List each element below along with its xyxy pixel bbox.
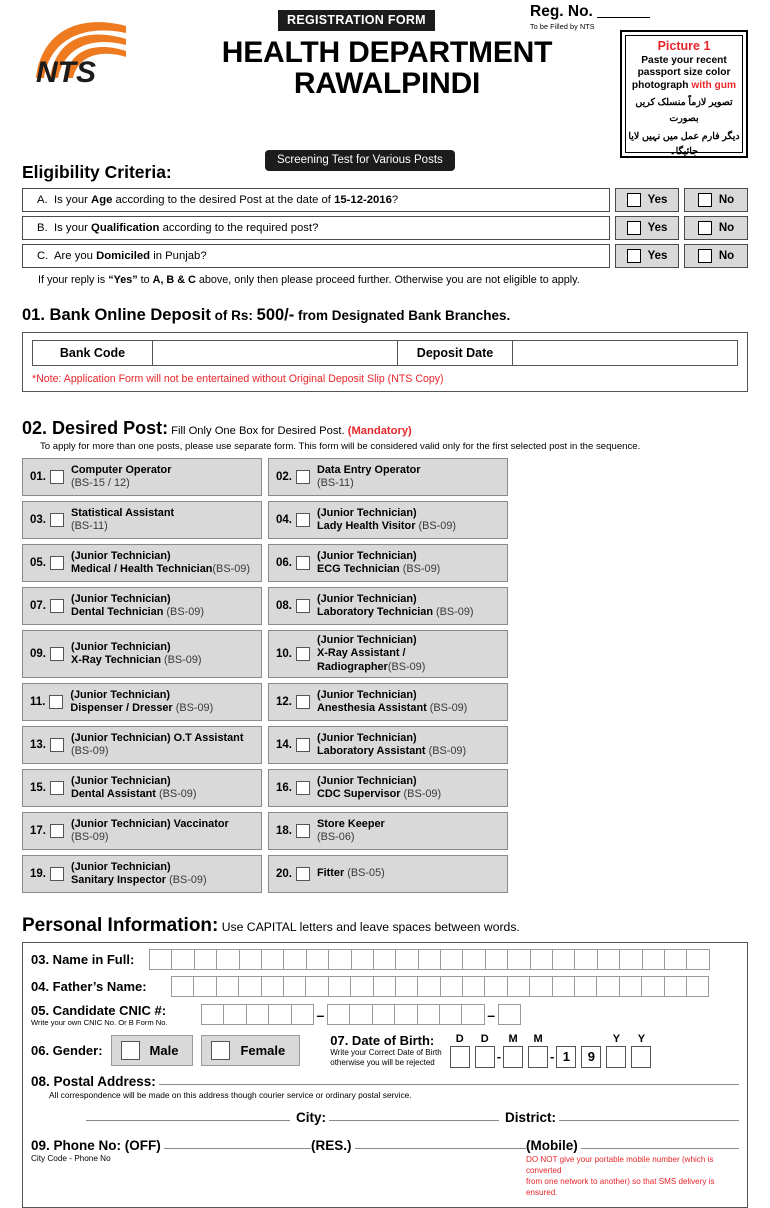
gender-male-label: Male xyxy=(149,1042,179,1058)
post-checkbox[interactable] xyxy=(50,556,64,570)
post-number: 19. xyxy=(30,867,46,880)
char-cell[interactable] xyxy=(327,1004,350,1025)
city-label: City: xyxy=(295,1109,326,1125)
personal-information-box xyxy=(22,942,748,1208)
dob-cell[interactable]: 1 xyxy=(556,1046,576,1068)
eligibility-no-option[interactable]: No xyxy=(684,188,748,212)
post-option[interactable] xyxy=(22,812,262,850)
eligibility-yes-option[interactable]: Yes xyxy=(615,216,679,240)
dob-cell-unit[interactable] xyxy=(475,1033,495,1068)
post-checkbox[interactable] xyxy=(50,738,64,752)
bank-code-label: Bank Code xyxy=(33,341,153,366)
char-cell[interactable] xyxy=(485,949,508,970)
char-cell[interactable] xyxy=(641,976,664,997)
dob-sub-2: otherwise you will be rejected xyxy=(330,1057,435,1067)
char-cell[interactable] xyxy=(351,949,374,970)
post-checkbox[interactable] xyxy=(296,695,310,709)
post-label: (Junior Technician) Dispenser / Dresser (BS-09) xyxy=(70,688,214,714)
deposit-date-input[interactable] xyxy=(513,341,738,366)
post-label: (Junior Technician) Laboratory Technician (BS-09) xyxy=(317,592,474,618)
bank-code-input[interactable] xyxy=(153,341,398,366)
char-cell[interactable] xyxy=(283,949,306,970)
yes-checkbox[interactable] xyxy=(627,193,641,207)
char-cell[interactable] xyxy=(597,949,620,970)
post-option[interactable] xyxy=(268,544,508,582)
cnic-dash: – xyxy=(316,1006,325,1023)
dob-cell-unit[interactable] xyxy=(606,1033,626,1068)
char-cell[interactable] xyxy=(417,976,440,997)
dob-sub-1: Write your Correct Date of Birth xyxy=(330,1047,442,1057)
post-option[interactable] xyxy=(22,501,262,539)
post-option[interactable] xyxy=(22,726,262,764)
postal-address-input[interactable] xyxy=(159,1084,739,1085)
eligibility-title: Eligibility Criteria: xyxy=(22,162,172,182)
post-checkbox[interactable] xyxy=(296,738,310,752)
dob-hint: Y xyxy=(637,1032,646,1045)
desired-post-grid xyxy=(22,458,748,893)
dob-cell[interactable] xyxy=(475,1046,495,1068)
char-cell[interactable] xyxy=(171,976,194,997)
post-label: (Junior Technician) CDC Supervisor (BS-09) xyxy=(317,774,442,800)
yes-checkbox[interactable] xyxy=(627,249,641,263)
postal-address-sub: All correspondence will be made on this address though courier service or ordinary postal service. xyxy=(49,1089,412,1100)
post-label: (Junior Technician) X-Ray Assistant / Radiographer(BS-09) xyxy=(317,634,426,673)
char-cell[interactable] xyxy=(507,976,530,997)
post-option[interactable] xyxy=(22,855,262,893)
post-option[interactable] xyxy=(268,458,508,496)
district-input[interactable] xyxy=(559,1120,739,1121)
char-cell[interactable] xyxy=(529,976,552,997)
bank-deposit-table xyxy=(32,340,738,366)
dob-cell-unit[interactable] xyxy=(556,1033,576,1068)
post-label: Data Entry Operator (BS-11) xyxy=(317,463,421,489)
post-label: Fitter (BS-05) xyxy=(317,867,385,880)
post-number: 09. xyxy=(30,647,46,660)
svg-text:NTS: NTS xyxy=(36,56,96,86)
bank-note: *Note: Application Form will not be entertained without Original Deposit Slip (NTS Copy) xyxy=(32,373,444,385)
dob-dash: - xyxy=(496,1048,502,1064)
post-number: 03. xyxy=(30,514,46,526)
char-cell[interactable] xyxy=(440,949,463,970)
post-label: (Junior Technician) ECG Technician (BS-09) xyxy=(317,549,441,575)
eligibility-rows xyxy=(22,188,748,268)
post-checkbox[interactable] xyxy=(50,647,64,661)
char-cell[interactable] xyxy=(328,976,351,997)
dob-cell[interactable] xyxy=(528,1046,548,1068)
dob-hint: D xyxy=(480,1032,489,1045)
father-name-label: 04. Father’s Name: xyxy=(31,978,147,994)
post-label: (Junior Technician) Medical / Health Technician(BS-09) xyxy=(71,549,250,575)
post-checkbox[interactable] xyxy=(50,470,64,484)
post-checkbox[interactable] xyxy=(49,695,63,709)
char-cell[interactable] xyxy=(395,976,418,997)
dob-hint: M xyxy=(533,1032,543,1045)
city-input[interactable] xyxy=(329,1120,499,1121)
dob-group xyxy=(330,1033,651,1068)
char-cell[interactable] xyxy=(283,976,306,997)
post-label: Statistical Assistant (BS-11) xyxy=(71,506,175,532)
post-checkbox[interactable] xyxy=(296,867,310,881)
char-cell[interactable] xyxy=(194,949,217,970)
char-cell[interactable] xyxy=(686,976,709,997)
char-cell[interactable] xyxy=(664,976,687,997)
eligibility-question: C. Are you Domiciled in Punjab? xyxy=(22,244,610,268)
table-row xyxy=(33,341,738,366)
post-number: 15. xyxy=(30,781,46,794)
char-cell[interactable] xyxy=(268,1004,291,1025)
cnic-sub-label: Write your own CNIC No. Or B Form No. xyxy=(31,1017,168,1027)
desired-post-heading: 02. Desired Post: Fill Only One Box for Desired Post. (Mandatory) xyxy=(22,418,412,438)
title-line-2: RAWALPINDI xyxy=(293,66,481,100)
gender-label: 06. Gender: xyxy=(31,1042,103,1058)
name-row xyxy=(31,949,739,970)
post-number: 05. xyxy=(30,557,46,569)
dob-hint xyxy=(556,1033,576,1046)
char-cell[interactable] xyxy=(216,976,239,997)
char-cell[interactable] xyxy=(246,1004,269,1025)
post-checkbox[interactable] xyxy=(50,867,64,881)
post-option[interactable] xyxy=(22,630,262,678)
char-cell[interactable] xyxy=(498,1004,521,1025)
post-option[interactable] xyxy=(22,683,262,721)
dob-cell-unit[interactable] xyxy=(631,1033,651,1068)
post-label: (Junior Technician) Dental Technician (BS-09) xyxy=(71,592,204,618)
char-cell[interactable] xyxy=(171,949,194,970)
post-option[interactable] xyxy=(268,726,508,764)
post-number: 01. xyxy=(30,471,46,483)
form-header xyxy=(22,0,748,166)
eligibility-no-option[interactable]: No xyxy=(684,244,748,268)
char-cell[interactable] xyxy=(373,976,396,997)
bank-deposit-heading: 01. Bank Online Deposit of Rs: 500/- from Designated Bank Branches. xyxy=(22,306,511,324)
picture-line-1: Paste your recent xyxy=(641,55,727,66)
post-number: 14. xyxy=(276,738,292,751)
char-cell[interactable] xyxy=(239,949,262,970)
char-cell[interactable] xyxy=(461,1004,484,1025)
postal-address-label: 08. Postal Address: xyxy=(31,1073,156,1089)
char-cell[interactable] xyxy=(686,949,709,970)
post-label: (Junior Technician) O.T Assistant (BS-09) xyxy=(71,731,244,757)
char-cell[interactable] xyxy=(552,949,575,970)
gender-female-option[interactable] xyxy=(201,1035,300,1066)
eligibility-yes-option[interactable]: Yes xyxy=(615,244,679,268)
cnic-label: 05. Candidate CNIC #: xyxy=(31,1002,167,1018)
char-cell[interactable] xyxy=(619,976,642,997)
post-checkbox[interactable] xyxy=(296,824,310,838)
picture-line-2: passport size color xyxy=(637,67,731,79)
phone-res-label: (RES.) xyxy=(311,1137,352,1153)
char-cell[interactable] xyxy=(306,949,329,970)
post-number: 06. xyxy=(276,557,292,569)
char-cell[interactable] xyxy=(216,949,239,970)
gender-male-checkbox[interactable] xyxy=(121,1041,140,1060)
eligibility-yes-option[interactable]: Yes xyxy=(615,188,679,212)
eligibility-question: B. Is your Qualification according to the required post? xyxy=(22,216,610,240)
char-cell[interactable] xyxy=(373,949,396,970)
post-label: (Junior Technician) Vaccinator (BS-09) xyxy=(71,817,229,843)
photo-paste-box[interactable] xyxy=(620,30,748,158)
char-cell[interactable] xyxy=(574,976,597,997)
reg-no-sub: To be Filled by NTS xyxy=(530,22,595,31)
name-label: 03. Name in Full: xyxy=(31,951,135,967)
post-number: 02. xyxy=(276,471,292,483)
reg-no-rule xyxy=(597,17,650,18)
post-checkbox[interactable] xyxy=(296,647,310,661)
post-checkbox[interactable] xyxy=(50,781,64,795)
post-checkbox[interactable] xyxy=(296,781,310,795)
char-cell[interactable] xyxy=(349,1004,372,1025)
char-cell[interactable] xyxy=(149,949,172,970)
post-label: (Junior Technician) Lady Health Visitor (BS-09) xyxy=(317,506,457,532)
post-number: 18. xyxy=(276,824,292,837)
phone-row xyxy=(31,1138,739,1199)
reg-no-label: Reg. No. xyxy=(530,3,593,20)
dob-cell[interactable]: 9 xyxy=(581,1046,601,1068)
post-option[interactable] xyxy=(268,683,508,721)
char-cell[interactable] xyxy=(484,976,507,997)
char-cell[interactable] xyxy=(439,1004,462,1025)
gender-female-checkbox[interactable] xyxy=(211,1041,230,1060)
char-cell[interactable] xyxy=(261,949,284,970)
char-cell[interactable] xyxy=(394,1004,417,1025)
char-cell[interactable] xyxy=(261,976,284,997)
cnic-row xyxy=(31,1003,739,1027)
yes-checkbox[interactable] xyxy=(627,221,641,235)
dob-dash: - xyxy=(550,1048,555,1064)
picture-urdu-1: تصویر لازماً منسلک کریں بصورت xyxy=(635,97,733,124)
dob-hint: M xyxy=(508,1032,518,1045)
dob-cell-unit[interactable] xyxy=(450,1033,470,1068)
char-cell[interactable] xyxy=(418,949,441,970)
screening-test-badge: Screening Test for Various Posts xyxy=(265,150,455,171)
char-cell[interactable] xyxy=(507,949,530,970)
char-cell[interactable] xyxy=(372,1004,395,1025)
post-option[interactable] xyxy=(22,769,262,807)
post-option[interactable] xyxy=(22,587,262,625)
cnic-input-cells[interactable] xyxy=(201,1004,521,1025)
post-checkbox[interactable] xyxy=(296,599,310,613)
post-number: 12. xyxy=(276,695,292,708)
postal-address-row xyxy=(31,1074,739,1089)
post-option[interactable] xyxy=(268,587,508,625)
dob-cell[interactable] xyxy=(450,1046,470,1068)
dob-cell-unit[interactable] xyxy=(581,1033,601,1068)
no-checkbox[interactable] xyxy=(698,221,712,235)
dob-label: 07. Date of Birth: xyxy=(330,1032,435,1048)
post-label: Computer Operator (BS-15 / 12) xyxy=(71,463,172,489)
post-option[interactable] xyxy=(268,769,508,807)
cnic-dash: – xyxy=(487,1006,496,1023)
char-cell[interactable] xyxy=(305,976,328,997)
post-option[interactable] xyxy=(22,544,262,582)
post-option[interactable] xyxy=(22,458,262,496)
mobile-warning-2: from one network to another) so that SMS delivery is ensured. xyxy=(526,1176,715,1197)
phone-res-input[interactable] xyxy=(355,1148,527,1149)
post-checkbox[interactable] xyxy=(296,513,310,527)
eligibility-row xyxy=(22,188,748,212)
eligibility-question: A. Is your Age according to the desired Post at the date of 15-12-2016? xyxy=(22,188,610,212)
char-cell[interactable] xyxy=(619,949,642,970)
post-number: 20. xyxy=(276,867,292,880)
post-checkbox[interactable] xyxy=(296,556,310,570)
char-cell[interactable] xyxy=(350,976,373,997)
no-checkbox[interactable] xyxy=(698,193,712,207)
gender-dob-row xyxy=(31,1033,739,1068)
post-label: (Junior Technician) Dental Assistant (BS-09) xyxy=(71,774,197,800)
post-number: 07. xyxy=(30,600,46,612)
dob-cell-unit[interactable] xyxy=(528,1033,548,1068)
desired-post-subnote: To apply for more than one posts, please use separate form. This form will be considered valid only for the first selected post in the sequence. xyxy=(40,441,641,452)
phone-mobile-label: (Mobile) xyxy=(526,1137,578,1153)
dob-cell[interactable] xyxy=(606,1046,626,1068)
name-input-cells[interactable] xyxy=(149,949,710,970)
picture-urdu-2: دیگر فارم عمل میں نہیں لایا جائیگا۔ xyxy=(628,130,740,157)
post-option[interactable] xyxy=(268,501,508,539)
phone-mobile-input[interactable] xyxy=(581,1148,739,1149)
personal-information-heading: Personal Information: Use CAPITAL letters and leave spaces between words. xyxy=(22,914,520,936)
char-cell[interactable] xyxy=(417,1004,440,1025)
post-label: Store Keeper (BS-06) xyxy=(317,817,385,843)
char-cell[interactable] xyxy=(664,949,687,970)
phone-off-input[interactable] xyxy=(164,1148,311,1149)
post-number: 13. xyxy=(30,738,46,751)
mobile-warning-1: DO NOT give your portable mobile number (which is converted xyxy=(526,1154,714,1175)
post-number: 10. xyxy=(276,647,292,660)
char-cell[interactable] xyxy=(642,949,665,970)
char-cell[interactable] xyxy=(193,976,216,997)
char-cell[interactable] xyxy=(440,976,463,997)
district-label: District: xyxy=(504,1109,556,1125)
eligibility-row xyxy=(22,216,748,240)
dob-cell[interactable] xyxy=(631,1046,651,1068)
gender-female-label: Female xyxy=(240,1042,286,1058)
eligibility-note: If your reply is “Yes” to A, B & C above, only then please proceed further. Otherwise you are not eligible to apply. xyxy=(38,274,580,286)
dob-hint: D xyxy=(455,1032,464,1045)
bank-deposit-box xyxy=(22,332,748,392)
picture-line-3: photograph with gum xyxy=(631,79,737,91)
deposit-date-label: Deposit Date xyxy=(398,341,513,366)
phone-off-label: 09. Phone No: (OFF) xyxy=(31,1137,161,1153)
eligibility-row xyxy=(22,244,748,268)
no-checkbox[interactable] xyxy=(698,249,712,263)
post-number: 16. xyxy=(276,781,292,794)
post-checkbox[interactable] xyxy=(50,513,64,527)
gender-male-option[interactable] xyxy=(111,1035,194,1066)
char-cell[interactable] xyxy=(328,949,351,970)
char-cell[interactable] xyxy=(395,949,418,970)
post-checkbox[interactable] xyxy=(50,824,64,838)
char-cell[interactable] xyxy=(530,949,553,970)
father-name-input-cells[interactable] xyxy=(171,976,709,997)
title-line-1: HEALTH DEPARTMENT xyxy=(221,36,553,69)
reg-no-field[interactable] xyxy=(530,3,650,31)
post-label: (Junior Technician) Laboratory Assistant (BS-09) xyxy=(317,731,467,757)
char-cell[interactable] xyxy=(238,976,261,997)
char-cell[interactable] xyxy=(552,976,575,997)
dob-hint xyxy=(581,1033,601,1046)
post-label: (Junior Technician) X-Ray Technician (BS-09) xyxy=(71,640,202,666)
dob-hint: Y xyxy=(612,1032,621,1045)
post-option[interactable] xyxy=(268,630,508,678)
address-line-2-input[interactable] xyxy=(86,1120,290,1121)
registration-form-badge: REGISTRATION FORM xyxy=(278,10,435,31)
char-cell[interactable] xyxy=(291,1004,314,1025)
post-checkbox[interactable] xyxy=(296,470,310,484)
post-option[interactable] xyxy=(268,812,508,850)
city-district-row xyxy=(31,1110,739,1125)
gender-group xyxy=(31,1035,300,1066)
dob-cell-unit[interactable] xyxy=(503,1033,523,1068)
phone-sub-label: City Code - Phone No xyxy=(31,1153,111,1163)
post-label: (Junior Technician) Sanitary Inspector (BS-09) xyxy=(71,860,207,886)
nts-logo xyxy=(22,8,142,86)
char-cell[interactable] xyxy=(462,976,485,997)
char-cell[interactable] xyxy=(574,949,597,970)
picture-title: Picture 1 xyxy=(657,39,711,53)
char-cell[interactable] xyxy=(596,976,619,997)
post-number: 11. xyxy=(30,695,46,708)
post-option[interactable] xyxy=(268,855,508,893)
form-title xyxy=(162,38,612,99)
post-number: 17. xyxy=(30,824,46,837)
char-cell[interactable] xyxy=(462,949,485,970)
post-checkbox[interactable] xyxy=(50,599,64,613)
char-cell[interactable] xyxy=(223,1004,246,1025)
post-number: 08. xyxy=(276,600,292,612)
dob-input-cells[interactable] xyxy=(450,1033,652,1068)
father-name-row xyxy=(31,976,739,997)
dob-cell[interactable] xyxy=(503,1046,523,1068)
post-number: 04. xyxy=(276,514,292,526)
char-cell[interactable] xyxy=(201,1004,224,1025)
eligibility-no-option[interactable]: No xyxy=(684,216,748,240)
post-label: (Junior Technician) Anesthesia Assistant (BS-09) xyxy=(317,688,468,714)
